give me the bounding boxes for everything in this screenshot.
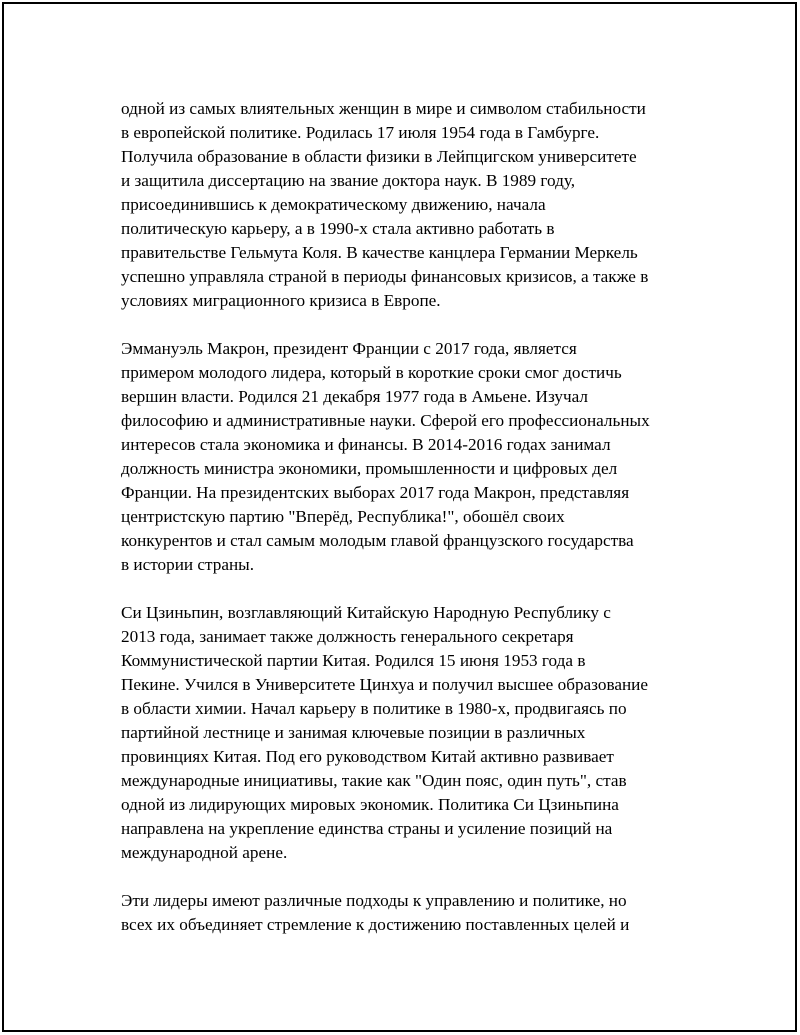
- paragraph-xi-jinping: Си Цзиньпин, возглавляющий Китайскую Народную Республику с 2013 года, занимает также должность генерального секретаря Коммунистической партии Китая. Родился 15 июня 1953 года в Пекине. Учился в Университете Цинхуа и получил высшее образование в области химии. Начал карьеру в политике в 1980-х, продвигаясь по партийной лестнице и занимая ключевые позиции в различных провинциях Китая. Под его руководством Китай активно развивает международные инициативы, такие как "Один пояс, один путь", став одной из лидирующих мировых экономик. Политика Си Цзиньпина направлена на укрепление единства страны и усиление позиций на международной арене.: [121, 603, 648, 862]
- page-frame: [2, 2, 797, 1032]
- paragraph-merkel: одной из самых влиятельных женщин в мире и символом стабильности в европейской политике. Родилась 17 июля 1954 года в Гамбурге. Получила образование в области физики в Лейпцигском университете и защитила диссертацию на звание доктора наук. В 1989 году, присоединившись к демократическому движению, начала политическую карьеру, а в 1990-х стала активно работать в правительстве Гельмута Коля. В качестве канцлера Германии Меркель успешно управляла страной в периоды финансовых кризисов, а также в условиях миграционного кризиса в Европе.: [121, 99, 649, 310]
- document-body: [121, 97, 701, 961]
- paragraph-macron: Эммануэль Макрон, президент Франции с 2017 года, является примером молодого лидера, который в короткие сроки смог достичь вершин власти. Родился 21 декабря 1977 года в Амьене. Изучал философию и административные науки. Сферой его профессиональных интересов стала экономика и финансы. В 2014-2016 годах занимал должность министра экономики, промышленности и цифровых дел Франции. На президентских выборах 2017 года Макрон, представляя центристскую партию "Вперёд, Республика!", обошёл своих конкурентов и стал самым молодым главой французского государства в истории страны.: [121, 339, 650, 574]
- paragraph-conclusion: Эти лидеры имеют различные подходы к управлению и политике, но всех их объединяет стремление к достижению поставленных целей и: [121, 891, 630, 934]
